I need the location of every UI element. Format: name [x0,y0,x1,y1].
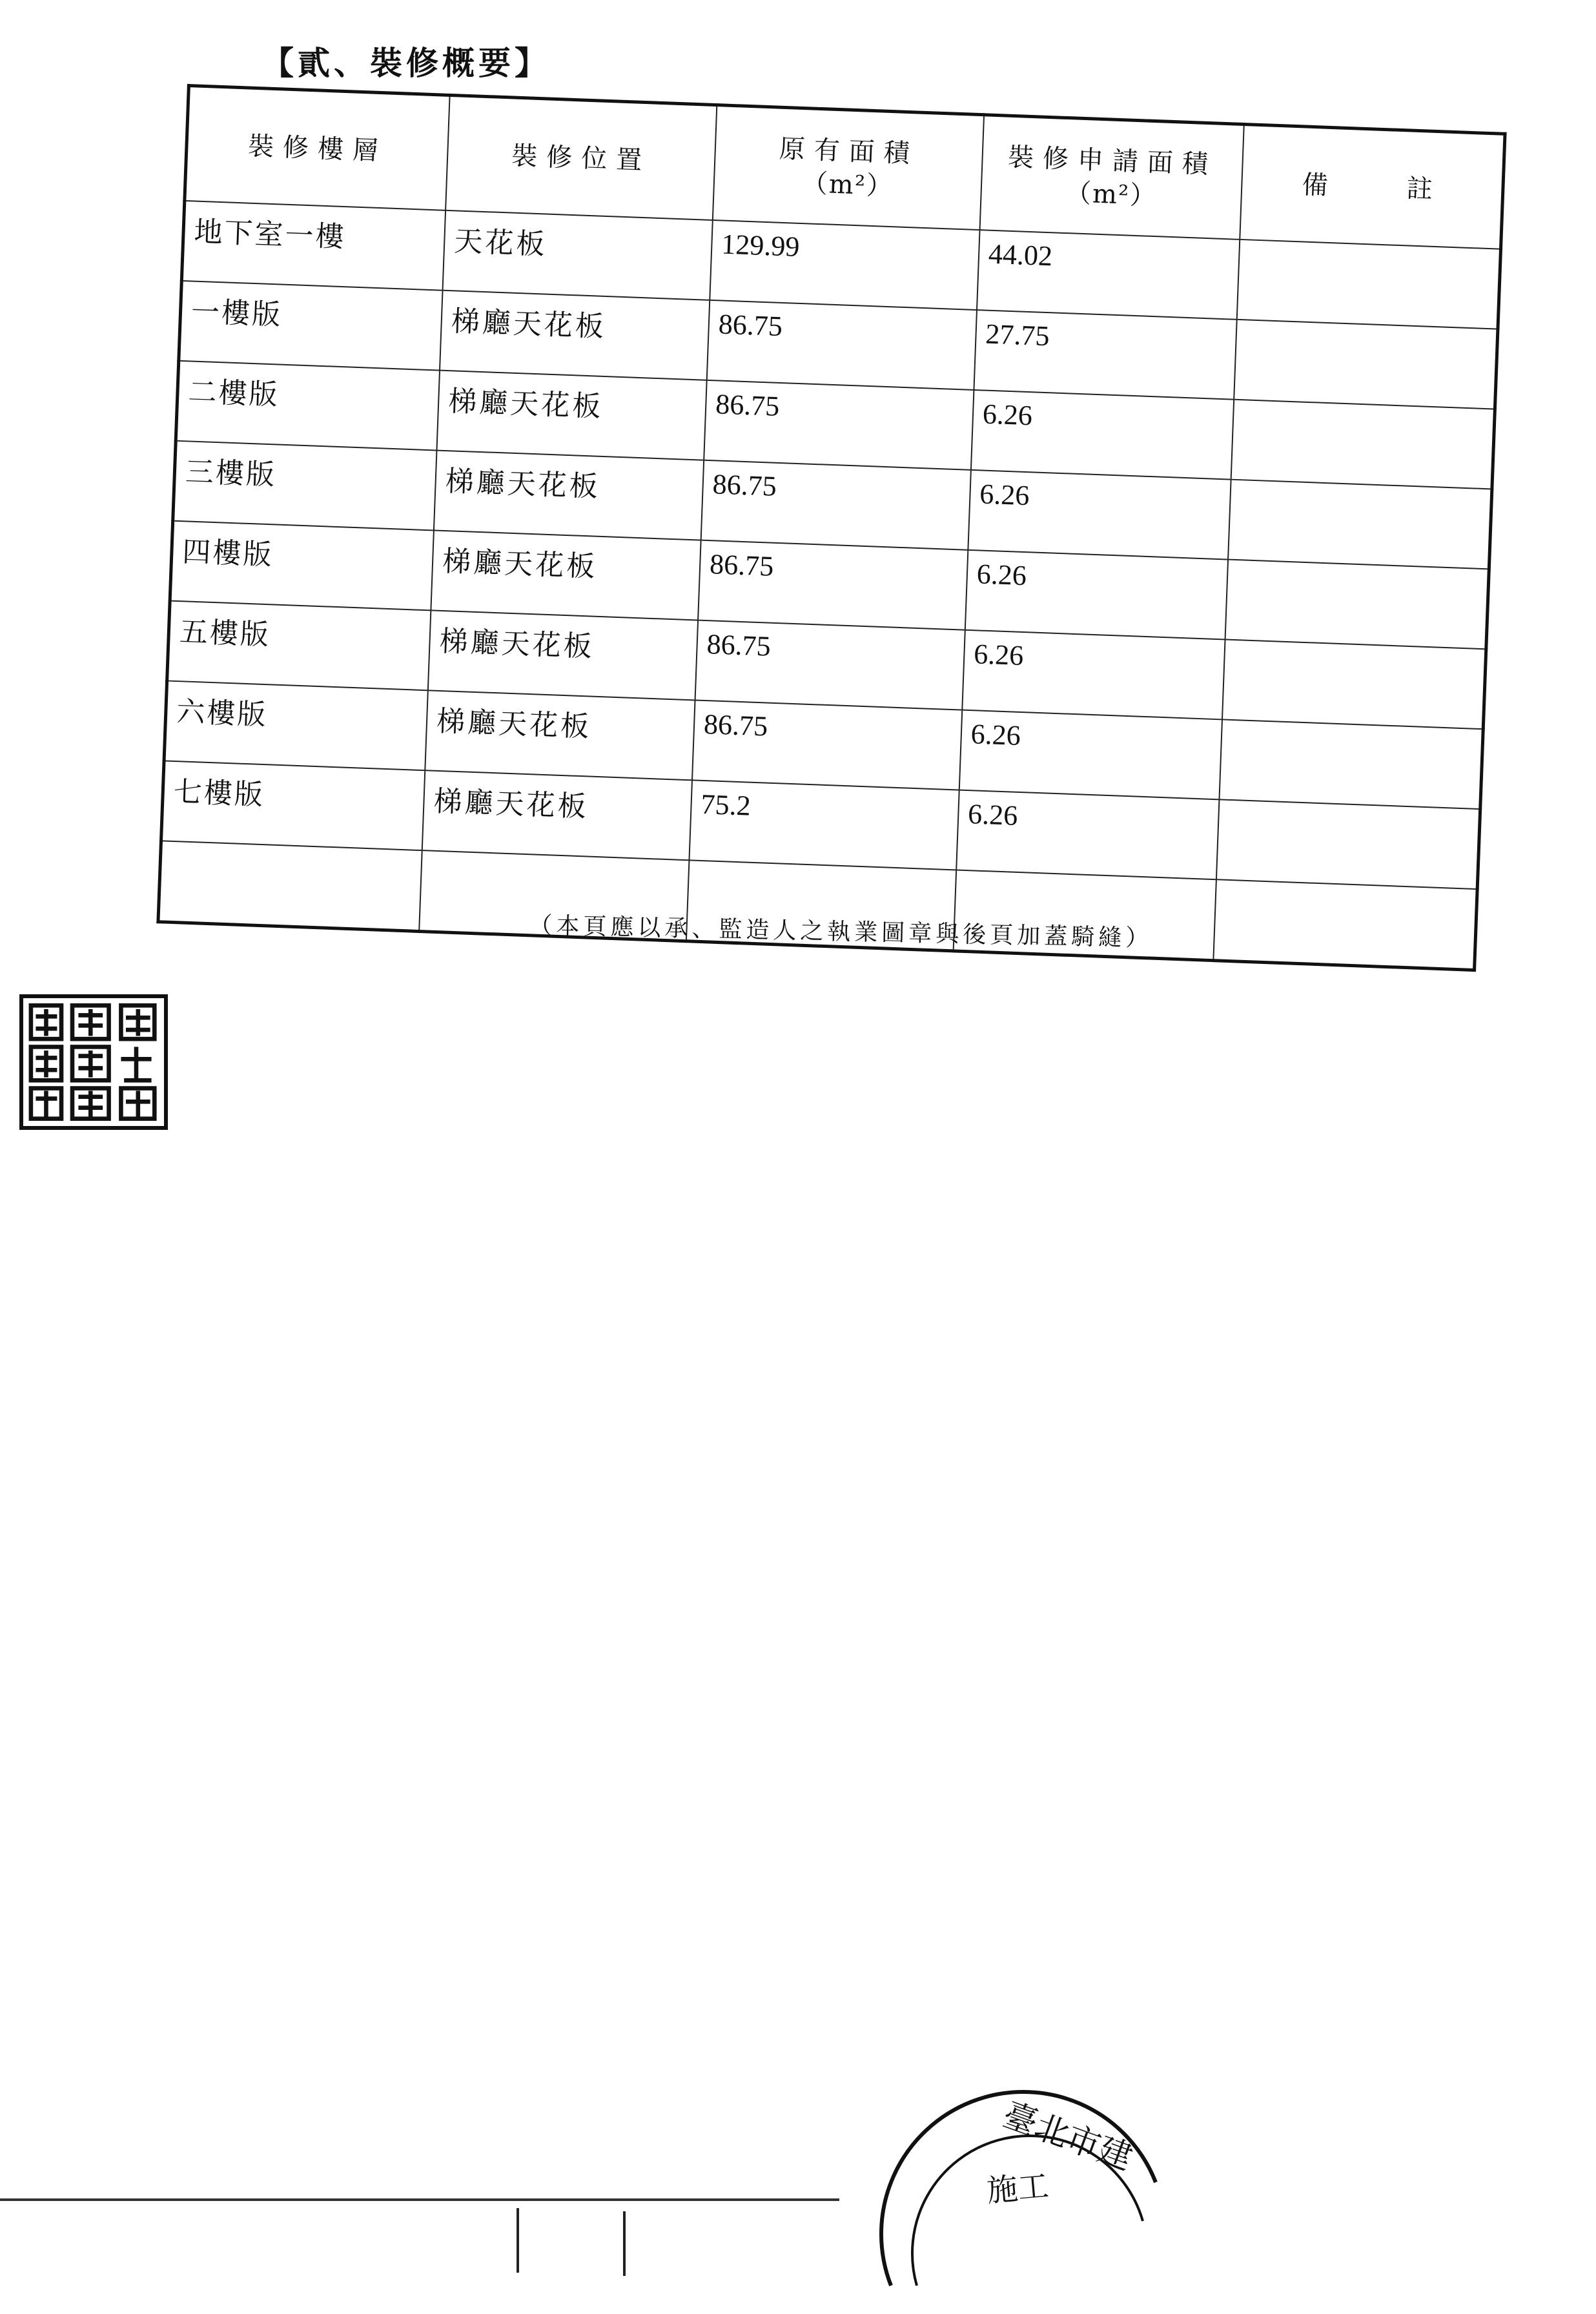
cell-applied-area: 6.26 [959,710,1222,800]
round-seal-inner-text: 施工 [985,2167,1050,2209]
cell-floor: 四樓版 [170,521,434,611]
cell-floor: 地下室一樓 [181,201,445,291]
cell-floor: 六樓版 [164,681,428,770]
cell-remarks [1237,240,1501,329]
header-original-area [713,105,984,230]
cell-floor: 三樓版 [173,441,437,531]
cell-applied-area: 6.26 [962,630,1225,720]
cell-location: 梯廳天花板 [431,530,701,620]
cell-floor: 五樓版 [167,601,431,691]
header-location: 裝修位置 [445,95,717,220]
cell-applied-area: 44.02 [977,230,1240,320]
scan-mark-left [517,2208,519,2273]
cell-original-area: 86.75 [695,620,965,710]
cell-remarks [1225,560,1489,650]
cell-floor: 一樓版 [179,281,443,371]
round-seal-stamp [872,2053,1194,2311]
cell-floor: 二樓版 [176,361,440,451]
header-applied-area-unit: （m²） [1065,178,1158,211]
cell-remarks [1228,480,1492,569]
cell-remarks [1216,799,1480,889]
cell-remarks [1234,320,1498,409]
square-seal-graphic [23,998,164,1126]
cell-remarks [1231,400,1495,489]
cell-applied-area: 6.26 [971,390,1234,480]
cell-original-area: 86.75 [701,460,971,550]
cell-applied-area: 6.26 [965,550,1228,640]
header-applied-area [979,115,1243,240]
round-seal-text: 臺北市建 [998,2095,1138,2178]
scan-edge-line [0,2198,839,2201]
square-seal-stamp [19,994,168,1130]
cell-applied-area: 6.26 [968,470,1231,560]
cell-location: 梯廳天花板 [422,770,692,860]
cell-original-area: 86.75 [704,380,974,470]
header-remarks: 備 註 [1240,125,1505,249]
cell-original-area: 86.75 [698,540,968,630]
header-floor: 裝修樓層 [185,86,450,210]
renovation-summary-table-wrap [159,84,1506,900]
cell-remarks [1222,639,1486,729]
header-original-area-label: 原有面積 [779,134,919,169]
cell-location: 梯廳天花板 [440,291,710,380]
cell-original-area: 86.75 [692,700,962,790]
cell-remarks [1219,719,1483,809]
cell-floor: 七樓版 [161,761,425,850]
cell-location: 梯廳天花板 [425,690,695,780]
cell-remarks [1213,879,1477,970]
cell-location: 梯廳天花板 [437,371,707,460]
footnote: （本頁應以承、監造人之執業圖章與後頁加蓋騎縫） [528,912,1153,952]
cell-location: 梯廳天花板 [434,451,704,540]
table-body [158,201,1501,970]
header-applied-area-label: 裝修申請面積 [1007,142,1218,180]
section-title: 【貳、裝修概要】 [261,44,551,82]
header-original-area-unit: （m²） [801,168,894,201]
round-seal-graphic [872,2053,1194,2311]
renovation-summary-table [156,84,1506,972]
cell-floor [158,841,422,931]
cell-original-area: 75.2 [689,780,959,870]
cell-applied-area: 6.26 [956,790,1219,880]
cell-original-area: 86.75 [707,300,977,390]
cell-location: 天花板 [443,210,713,300]
cell-applied-area: 27.75 [974,310,1236,400]
cell-original-area: 129.99 [710,220,979,310]
cell-location: 梯廳天花板 [428,610,698,700]
scan-mark-right [623,2211,626,2276]
